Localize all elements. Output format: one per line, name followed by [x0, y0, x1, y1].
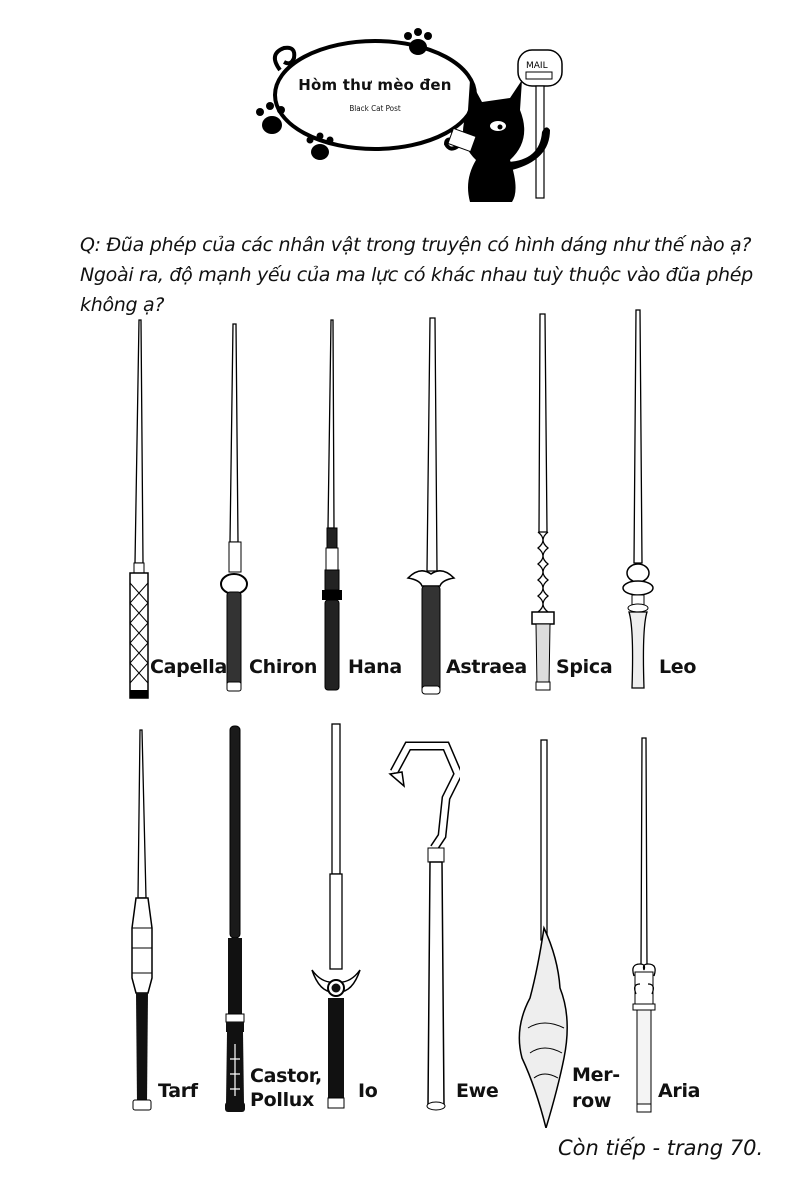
wand-label-pollux: Pollux	[250, 1089, 314, 1111]
wand-merrow-icon	[514, 738, 574, 1128]
wand-label-io: Io	[358, 1080, 378, 1102]
mailbox-icon	[518, 50, 562, 198]
wand-leo-icon	[620, 308, 656, 696]
wand-label-astraea: Astraea	[446, 656, 527, 678]
wand-astraea-icon	[406, 316, 456, 696]
wand-spica-icon	[526, 312, 560, 696]
question-line-2: Ngoài ra, độ mạnh yếu của ma lực có khác nhau tuỳ thuộc vào đũa phép không ạ?	[80, 264, 753, 316]
question-line-1: Q: Đũa phép của các nhân vật trong truyện có hình dáng như thế nào ạ?	[80, 234, 752, 256]
wand-chiron-icon	[218, 322, 250, 696]
wand-label-hana: Hana	[348, 656, 402, 678]
wand-hana-icon	[318, 318, 346, 696]
wand-capella-icon	[126, 318, 152, 703]
black-cat-icon	[448, 80, 550, 202]
continued-note: Còn tiếp - trang 70.	[558, 1136, 764, 1160]
wand-label-merrow-line2: row	[572, 1090, 612, 1112]
header-title: Hòm thư mèo đen	[298, 76, 452, 94]
wand-label-capella: Capella	[150, 656, 227, 678]
wand-label-merrow-line1: Mer-	[572, 1064, 620, 1086]
wand-aria-icon	[626, 736, 662, 1116]
header-frame-icon	[250, 20, 570, 210]
wand-label-tarf: Tarf	[158, 1080, 198, 1102]
reader-question	[80, 230, 760, 320]
wand-tarf-icon	[128, 728, 158, 1118]
header-subtitle: Black Cat Post	[349, 104, 401, 113]
wand-label-leo: Leo	[659, 656, 697, 678]
black-cat-post-header	[250, 20, 570, 210]
wand-label-chiron: Chiron	[249, 656, 318, 678]
wand-label-aria: Aria	[658, 1080, 701, 1102]
wand-label-castor: Castor,	[250, 1065, 322, 1087]
wand-ewe-icon	[388, 736, 460, 1116]
wand-io-icon	[308, 722, 364, 1116]
wand-label-merrow	[572, 1062, 620, 1114]
wand-label-spica: Spica	[556, 656, 613, 678]
wand-castor-pollux-icon	[220, 724, 250, 1116]
wand-label-ewe: Ewe	[456, 1080, 499, 1102]
svg-text:MAIL: MAIL	[526, 61, 548, 71]
